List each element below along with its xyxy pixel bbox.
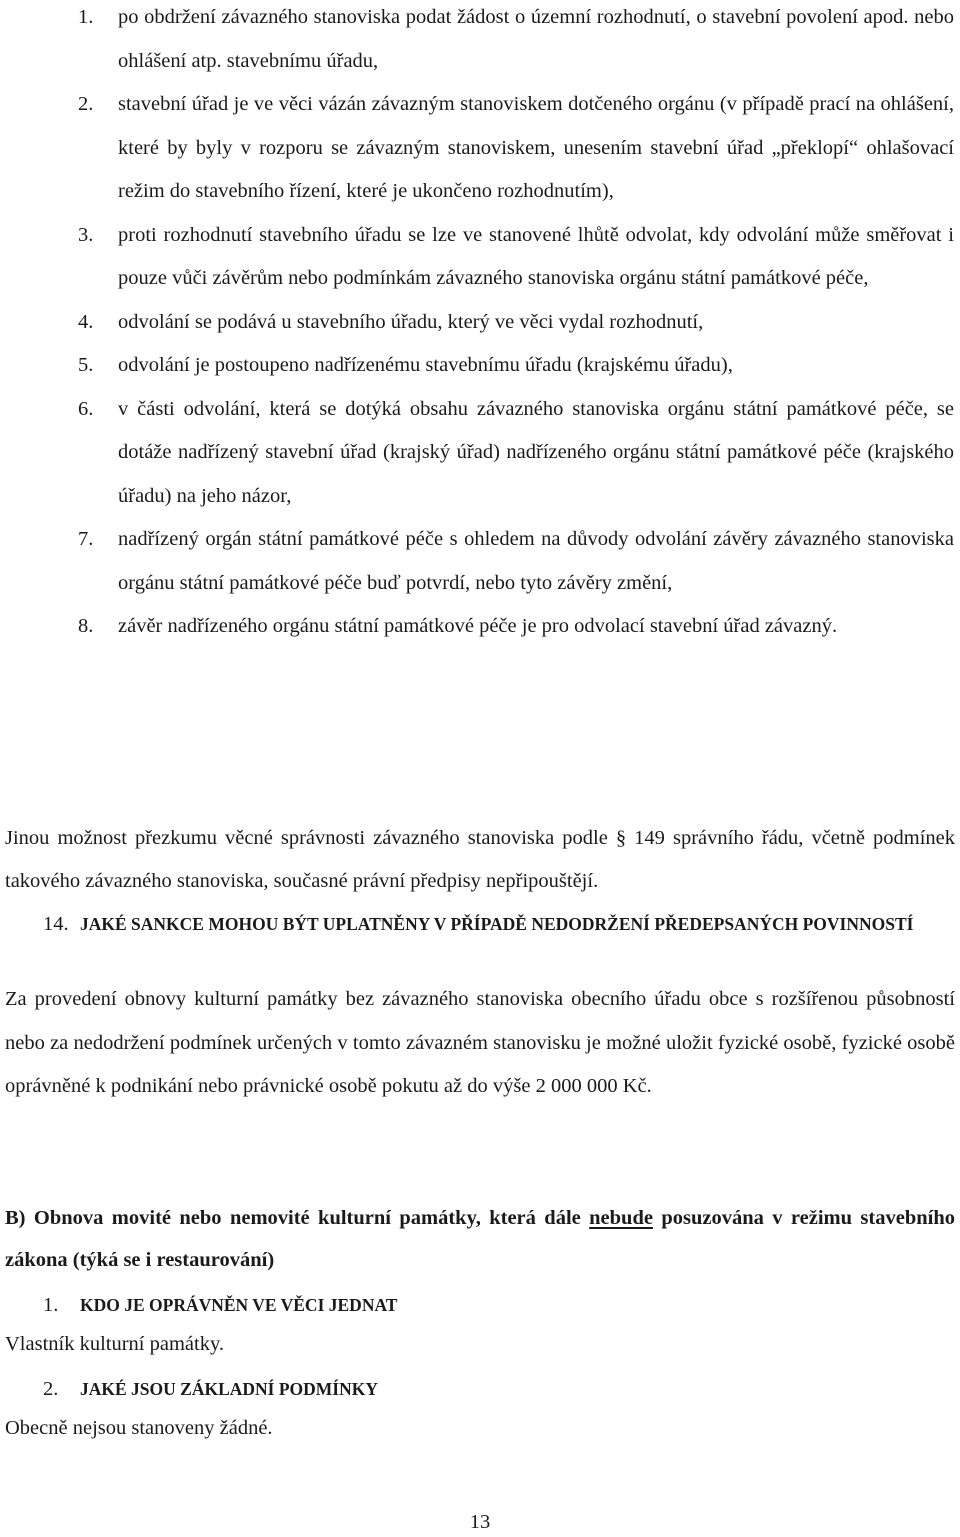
list-item [0, 605, 960, 649]
list-item-number: 4. [78, 310, 94, 333]
list-item-number: 7. [78, 528, 94, 550]
heading-number: 14. [43, 913, 69, 935]
list-item-text: stavební úřad je ve věci vázán závazným stanoviskem dotčeného orgánu (v případě prací na ohlášení, které by byly v rozporu se závazným stanoviskem, unesením stavební úřad „překlopí“ ohlašovací režim do stavebního řízení, které je ukončeno rozhodnutím), [118, 93, 954, 202]
numbered-list-obligations [0, 0, 960, 649]
list-item [0, 214, 960, 301]
list-item [0, 83, 960, 214]
list-item-text: odvolání se podává u stavebního úřadu, který ve věci vydal rozhodnutí, [118, 310, 704, 333]
section-heading-14 [0, 906, 960, 943]
section-b-text-end: posuzována v režimu stavebního zákona (týká se i restaurování) [5, 1207, 955, 1271]
list-item-number: 8. [78, 615, 94, 637]
heading-text: KDO JE OPRÁVNĚN VE VĚCI JEDNAT [80, 1295, 398, 1315]
page-number: 13 [469, 1511, 491, 1533]
paragraph-review: Jinou možnost přezkumu věcné správnosti závazného stanoviska podle § 149 správního řádu, včetně podmínek takového závazného stanoviska, současné právní předpisy nepřipouštějí. [5, 827, 955, 892]
paragraph-owner: Vlastník kulturní památky. [5, 1333, 225, 1355]
section-b-underlined-word: nebude [589, 1207, 653, 1229]
heading-text: JAKÉ SANKCE MOHOU BÝT UPLATNĚNY V PŘÍPADĚ NEDODRŽENÍ PŘEDEPSANÝCH POVINNOSTÍ [80, 914, 914, 934]
list-item [0, 518, 960, 605]
list-item-text: závěr nadřízeného orgánu státní památkové péče je pro odvolací stavební úřad závazný. [118, 615, 838, 637]
list-item-text: v části odvolání, která se dotýká obsahu závazného stanoviska orgánu státní památkové péče, se dotáže nadřízený stavební úřad (krajský úřad) nadřízeného orgánu státní památkové péče (krajského úřadu) na jeho názor, [118, 397, 954, 507]
section-b-text-start: B) Obnova movité nebo nemovité kulturní památky, která dále [5, 1207, 590, 1229]
section-b-heading [5, 1197, 955, 1281]
heading-number: 1. [43, 1294, 59, 1316]
section-heading-conditions [0, 1371, 960, 1408]
list-item-text: nadřízený orgán státní památkové péče s ohledem na důvody odvolání závěry závazného stanoviska orgánu státní památkové péče buď potvrdí, nebo tyto závěry změní, [118, 528, 954, 594]
paragraph-conditions: Obecně nejsou stanoveny žádné. [5, 1417, 273, 1439]
paragraph-sanctions: Za provedení obnovy kulturní památky bez závazného stanoviska obecního úřadu obce s rozšířenou působností nebo za nedodržení podmínek určených v tomto závazném stanovisku je možné uložit fyzické osobě, fyzické osobě oprávněné k podnikání nebo právnické osobě pokutu až do výše 2 000 000 Kč. [5, 988, 955, 1097]
list-item-text: po obdržení závazného stanoviska podat žádost o územní rozhodnutí, o stavební povolení apod. nebo ohlášení atp. stavebnímu úřadu, [118, 6, 954, 72]
section-heading-who [0, 1287, 960, 1324]
list-item-number: 3. [78, 223, 94, 246]
heading-number: 2. [43, 1378, 59, 1400]
list-item [0, 0, 960, 83]
list-item [0, 344, 960, 388]
list-item-number: 2. [78, 93, 94, 115]
list-item [0, 301, 960, 345]
heading-text: JAKÉ JSOU ZÁKLADNÍ PODMÍNKY [80, 1379, 379, 1399]
list-item-text: proti rozhodnutí stavebního úřadu se lze ve stanovené lhůtě odvolat, kdy odvolání může směřovat i pouze vůči závěrům nebo podmínkám závazného stanoviska orgánu státní památkové péče, [118, 223, 954, 289]
list-item [0, 388, 960, 519]
list-item-text: odvolání je postoupeno nadřízenému stavebnímu úřadu (krajskému úřadu), [118, 354, 733, 376]
list-item-number: 1. [78, 6, 94, 28]
list-item-number: 5. [78, 354, 94, 376]
list-item-number: 6. [78, 397, 94, 420]
